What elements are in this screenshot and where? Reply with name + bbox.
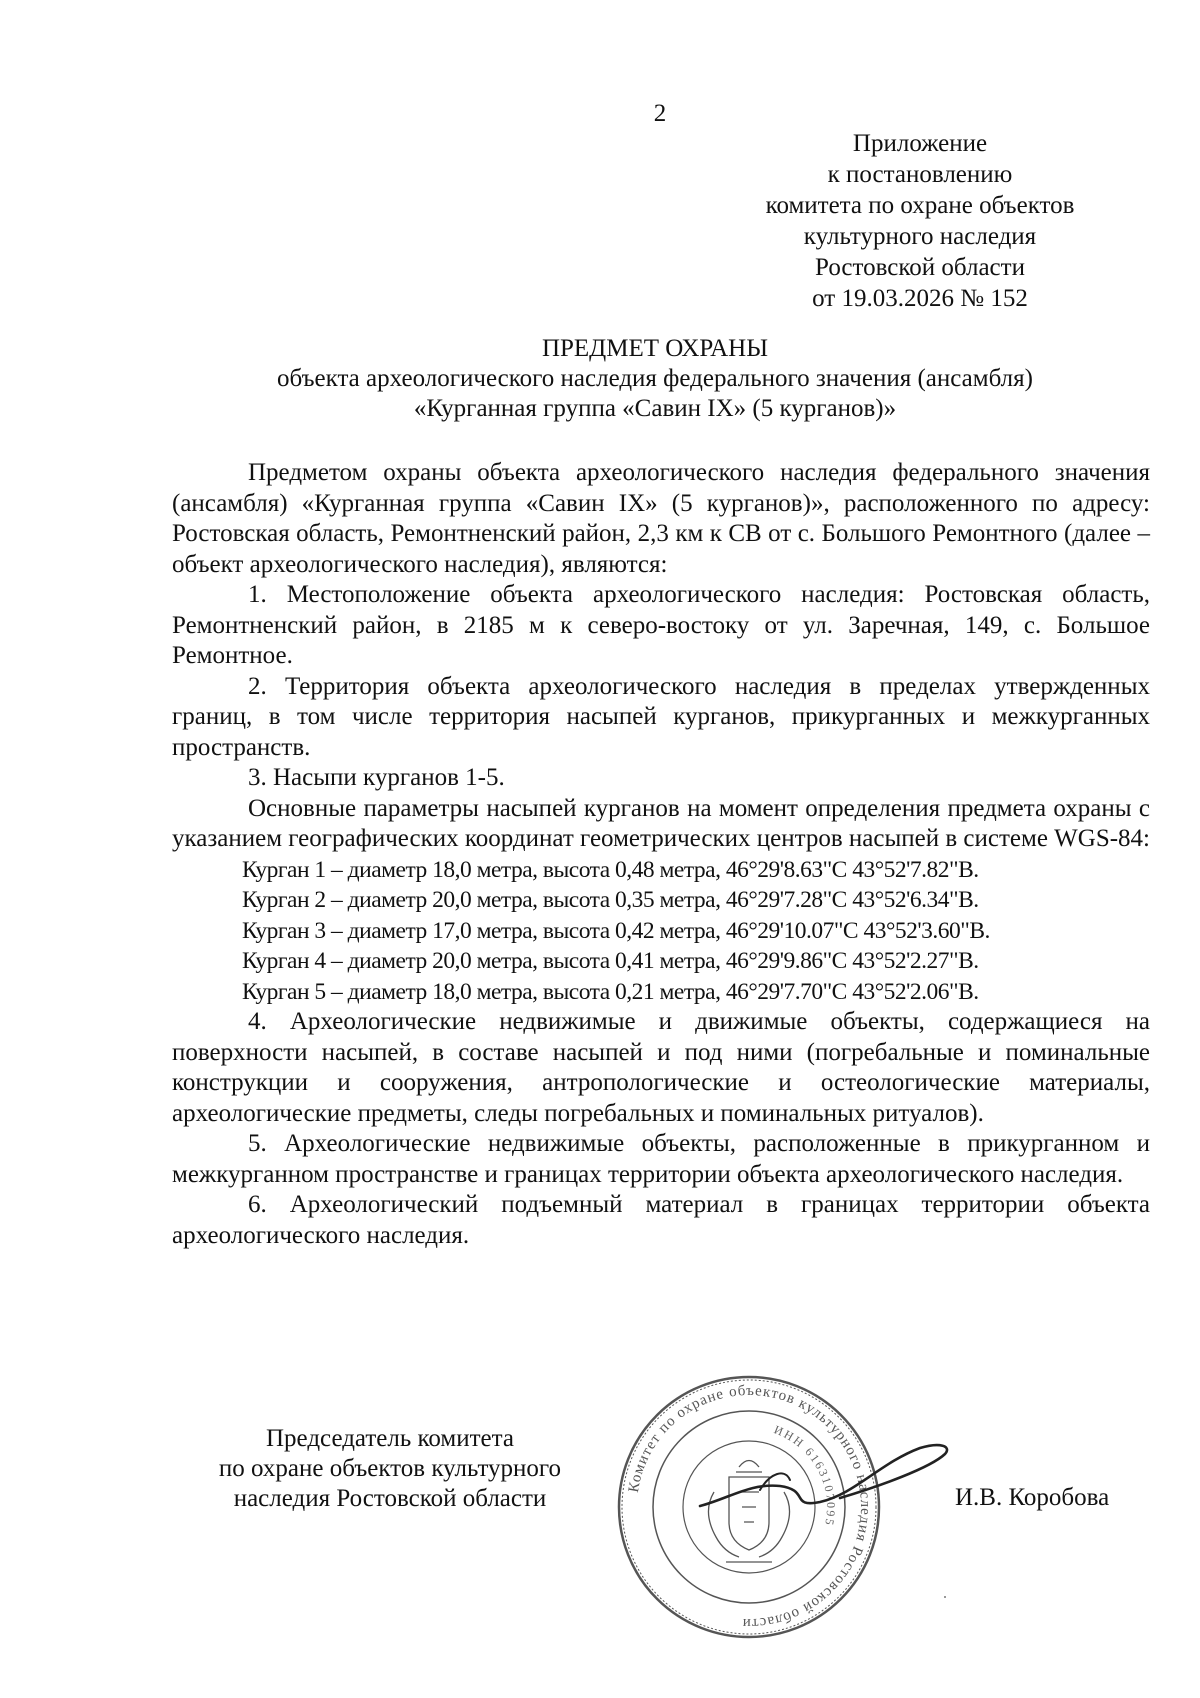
- signer-position-line: по охране объектов культурного: [218, 1455, 562, 1482]
- title-object-name: «Курганная группа «Савин IX» (5 курганов)»: [413, 395, 897, 422]
- kurgan-2: Курган 2 – диаметр 20,0 метра, высота 0,35 метра, 46°29'7.28"С 43°52'6.34"В.: [242, 887, 979, 913]
- appendix-date-line: от 19.03.2026 № 152: [812, 285, 1028, 312]
- signer-position-line: Председатель комитета: [266, 1425, 514, 1452]
- appendix-line: культурного наследия: [803, 223, 1037, 250]
- scan-artifact: [944, 1596, 946, 1598]
- kurgan-4: Курган 4 – диаметр 20,0 метра, высота 0,41 метра, 46°29'9.86"С 43°52'2.27"В.: [242, 948, 979, 974]
- signer-position-line: наследия Ростовской области: [233, 1485, 547, 1512]
- page-number: 2: [653, 100, 667, 127]
- kurgan-5: Курган 5 – диаметр 18,0 метра, высота 0,21 метра, 46°29'7.70"С 43°52'2.06"В.: [242, 978, 979, 1005]
- title-subheading: объекта археологического наследия федерального значения (ансамбля): [277, 365, 1033, 392]
- signer-name: И.В. Коробова: [955, 1484, 1110, 1511]
- title-heading: ПРЕДМЕТ ОХРАНЫ: [541, 335, 769, 362]
- document-body: [172, 458, 1150, 1251]
- seal-outer-textpath: Комитет по охране объектов культурного наследия Ростовской области: [625, 1382, 874, 1632]
- handwritten-signature: [690, 1428, 960, 1548]
- params-intro: Основные параметры насыпей курганов на момент определения предмета охраны с указанием географических координат геометрических центров насыпей в системе WGS-84:: [172, 794, 1151, 852]
- item-4: 4. Археологические недвижимые и движимые объекты, содержащиеся на поверхности насыпей, в составе насыпей и под ними (погребальные и поминальные конструкции и сооружения, антропологические и остеологические материалы, археологические предметы, следы погребальных и поминальных ритуалов).: [172, 1008, 1150, 1127]
- appendix-line: к постановлению: [827, 161, 1013, 188]
- item-5: 5. Археологические недвижимые объекты, расположенные в прикурганном и межкурганном пространстве и границах территории объекта археологического наследия.: [172, 1130, 1150, 1188]
- kurgan-1: Курган 1 – диаметр 18,0 метра, высота 0,48 метра, 46°29'8.63"С 43°52'7.82"В.: [242, 856, 979, 883]
- appendix-line: комитета по охране объектов: [765, 192, 1075, 219]
- kurgan-3: Курган 3 – диаметр 17,0 метра, высота 0,42 метра, 46°29'10.07"С 43°52'3.60"В.: [242, 917, 990, 944]
- item-2: 2. Территория объекта археологического наследия в пределах утвержденных границ, в том числе территория насыпей курганов, прикурганных и межкурганных пространств.: [172, 672, 1150, 761]
- appendix-block: [760, 128, 1080, 314]
- document-title: [175, 334, 1135, 424]
- item-6: 6. Археологический подъемный материал в границах территории объекта археологического наследия.: [172, 1191, 1150, 1249]
- intro-paragraph: Предметом охраны объекта археологического наследия федерального значения (ансамбля) «Курганная группа «Савин IX» (5 курганов)», расположенного по адресу: Ростовская область, Ремонтненский район, 2,3 км к СВ от с. Большого Ремонтного (далее – объект археологического наследия), являются:: [172, 459, 1150, 578]
- item-1: 1. Местоположение объекта археологического наследия: Ростовская область, Ремонтненский район, в 2185 м к северо-востоку от ул. Заречная, 149, с. Большое Ремонтное.: [172, 581, 1150, 669]
- appendix-line: Приложение: [852, 130, 988, 157]
- seal-inner-textpath: ИНН 6163107095: [772, 1422, 839, 1529]
- signer-position: [180, 1424, 600, 1514]
- appendix-line: Ростовской области: [815, 254, 1025, 281]
- item-3: 3. Насыпи курганов 1-5.: [248, 764, 505, 791]
